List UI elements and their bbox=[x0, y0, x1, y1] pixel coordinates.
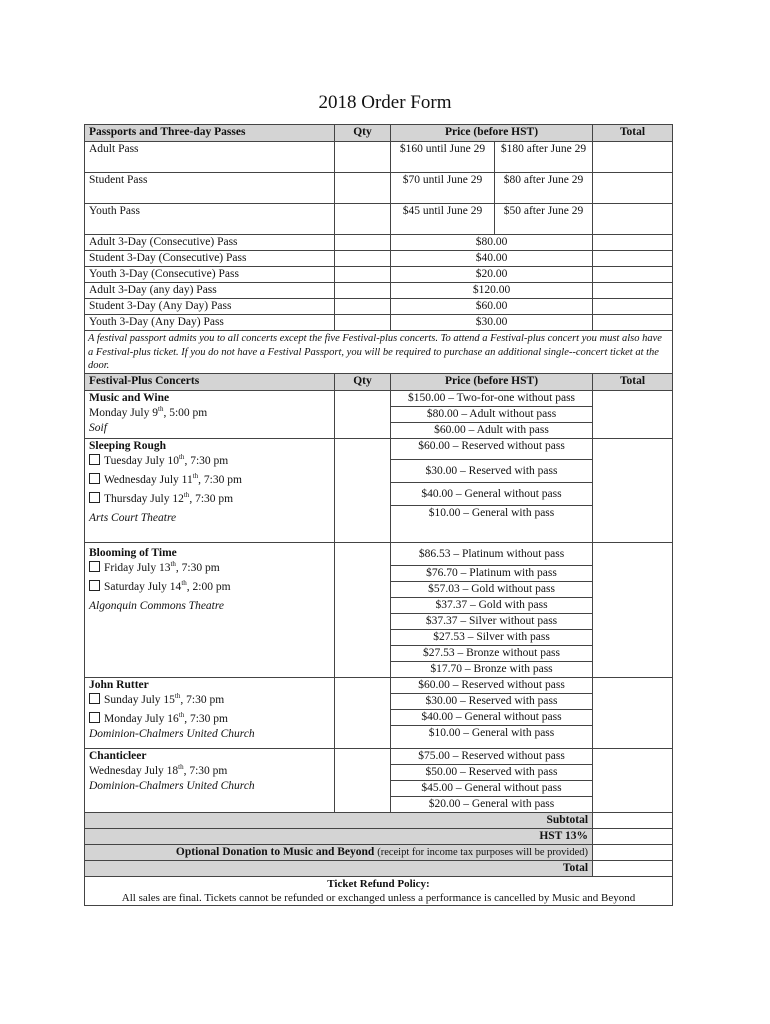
festival-plus-header-row bbox=[85, 373, 673, 390]
subtotal-row bbox=[85, 812, 673, 828]
price-header: Price (before HST) bbox=[391, 125, 593, 142]
pass-name: Student Pass bbox=[85, 173, 335, 204]
total-cell[interactable] bbox=[593, 438, 673, 542]
concert-prices bbox=[391, 748, 593, 812]
pass-price: $80.00 bbox=[391, 235, 593, 251]
qty-cell[interactable] bbox=[335, 173, 391, 204]
total-cell[interactable] bbox=[593, 204, 673, 235]
refund-policy bbox=[85, 876, 673, 905]
price-option: $57.03 – Gold without pass bbox=[391, 582, 592, 598]
qty-cell[interactable] bbox=[335, 390, 391, 438]
total-label: Total bbox=[85, 860, 593, 876]
passport-note: A festival passport admits you to all concerts except the five Festival-plus concerts. To attend a Festival-plus concert you must also have a Festival-plus ticket. If you do not have a Festival Passport, you will be required to purchase an additional single--concert ticket at the door. bbox=[85, 331, 673, 374]
passport-row bbox=[85, 204, 673, 235]
qty-cell[interactable] bbox=[335, 542, 391, 677]
pass-price: $30.00 bbox=[391, 315, 593, 331]
price-option: $50.00 – Reserved with pass bbox=[391, 765, 592, 781]
pass-price: $60.00 bbox=[391, 299, 593, 315]
concert-venue: Arts Court Theatre bbox=[89, 511, 177, 524]
qty-cell[interactable] bbox=[335, 267, 391, 283]
concert-prices bbox=[391, 542, 593, 677]
refund-policy-title: Ticket Refund Policy: bbox=[327, 877, 430, 890]
price-option: $20.00 – General with pass bbox=[428, 797, 555, 810]
concert-prices bbox=[391, 438, 593, 542]
pass-price: $120.00 bbox=[391, 283, 593, 299]
concert-info bbox=[85, 542, 335, 677]
total-cell[interactable] bbox=[593, 251, 673, 267]
pass-price: $40.00 bbox=[391, 251, 593, 267]
passport-row bbox=[85, 299, 673, 315]
pass-price: $20.00 bbox=[391, 267, 593, 283]
checkbox[interactable] bbox=[89, 561, 100, 572]
date-option[interactable]: Saturday July 14th, 2:00 pm bbox=[89, 580, 330, 595]
concert-row bbox=[85, 748, 673, 812]
price-option: $27.53 – Bronze without pass bbox=[391, 646, 592, 662]
concert-info bbox=[85, 438, 335, 542]
concert-name: Chanticleer bbox=[89, 749, 147, 762]
price-option: $60.00 – Reserved without pass bbox=[391, 678, 592, 694]
qty-cell[interactable] bbox=[335, 142, 391, 173]
price-option: $60.00 – Reserved without pass bbox=[391, 439, 592, 460]
passport-row bbox=[85, 267, 673, 283]
qty-cell[interactable] bbox=[335, 235, 391, 251]
early-price: $160 until June 29 bbox=[391, 142, 495, 173]
qty-cell[interactable] bbox=[335, 677, 391, 748]
price-option: $10.00 – General with pass bbox=[428, 726, 555, 739]
late-price: $80 after June 29 bbox=[495, 173, 593, 204]
total-cell[interactable] bbox=[593, 748, 673, 812]
late-price: $180 after June 29 bbox=[495, 142, 593, 173]
subtotal-value[interactable] bbox=[593, 812, 673, 828]
price-option: $27.53 – Silver with pass bbox=[391, 630, 592, 646]
date-option[interactable]: Monday July 16th, 7:30 pm bbox=[89, 712, 330, 727]
total-cell[interactable] bbox=[593, 542, 673, 677]
concert-row bbox=[85, 542, 673, 677]
passport-row bbox=[85, 315, 673, 331]
late-price: $50 after June 29 bbox=[495, 204, 593, 235]
total-cell[interactable] bbox=[593, 299, 673, 315]
total-value[interactable] bbox=[593, 860, 673, 876]
qty-cell[interactable] bbox=[335, 748, 391, 812]
hst-label: HST 13% bbox=[85, 828, 593, 844]
concert-info bbox=[85, 677, 335, 748]
hst-value[interactable] bbox=[593, 828, 673, 844]
passport-note-row bbox=[85, 331, 673, 374]
hst-row bbox=[85, 828, 673, 844]
early-price: $70 until June 29 bbox=[391, 173, 495, 204]
donation-label: Optional Donation to Music and Beyond (receipt for income tax purposes will be provided) bbox=[85, 844, 593, 860]
pass-name: Adult Pass bbox=[85, 142, 335, 173]
price-option: $75.00 – Reserved without pass bbox=[391, 749, 592, 765]
price-option: $76.70 – Platinum with pass bbox=[391, 566, 592, 582]
passport-row bbox=[85, 235, 673, 251]
page-title: 2018 Order Form bbox=[318, 92, 452, 113]
checkbox[interactable] bbox=[89, 693, 100, 704]
concert-name: John Rutter bbox=[89, 678, 149, 691]
price-option: $40.00 – General without pass bbox=[391, 483, 592, 506]
passport-row bbox=[85, 283, 673, 299]
passport-row bbox=[85, 251, 673, 267]
total-cell[interactable] bbox=[593, 677, 673, 748]
price-option: $40.00 – General without pass bbox=[391, 710, 592, 726]
qty-cell[interactable] bbox=[335, 315, 391, 331]
concert-prices bbox=[391, 677, 593, 748]
qty-header: Qty bbox=[335, 373, 391, 390]
total-cell[interactable] bbox=[593, 390, 673, 438]
qty-cell[interactable] bbox=[335, 438, 391, 542]
qty-cell[interactable] bbox=[335, 204, 391, 235]
total-cell[interactable] bbox=[593, 142, 673, 173]
passports-header-row bbox=[85, 125, 673, 142]
concert-venue: Dominion-Chalmers United Church bbox=[89, 727, 255, 740]
pass-name: Youth Pass bbox=[85, 204, 335, 235]
concert-name: Music and Wine bbox=[89, 391, 170, 404]
concert-name: Blooming of Time bbox=[89, 546, 177, 559]
price-option: $37.37 – Silver without pass bbox=[391, 614, 592, 630]
pass-name: Adult 3-Day (any day) Pass bbox=[85, 283, 335, 299]
price-option: $37.37 – Gold with pass bbox=[391, 598, 592, 614]
qty-cell[interactable] bbox=[335, 283, 391, 299]
total-header: Total bbox=[593, 373, 673, 390]
pass-name: Adult 3-Day (Consecutive) Pass bbox=[85, 235, 335, 251]
price-option: $150.00 – Two-for-one without pass bbox=[391, 391, 592, 407]
total-cell[interactable] bbox=[593, 283, 673, 299]
concert-row bbox=[85, 677, 673, 748]
price-option: $45.00 – General without pass bbox=[391, 781, 592, 797]
date-option[interactable]: Thursday July 12th, 7:30 pm bbox=[89, 492, 330, 507]
refund-policy-text: All sales are final. Tickets cannot be refunded or exchanged unless a performance is cancelled by Music and Beyond bbox=[121, 891, 636, 904]
concert-date: Monday July 9th, 5:00 pm bbox=[89, 404, 208, 419]
refund-policy-row bbox=[85, 876, 673, 905]
checkbox[interactable] bbox=[89, 580, 100, 591]
price-option: $80.00 – Adult without pass bbox=[391, 407, 592, 423]
qty-header: Qty bbox=[335, 125, 391, 142]
passport-row bbox=[85, 142, 673, 173]
concert-name: Sleeping Rough bbox=[89, 439, 167, 452]
date-option[interactable]: Wednesday July 11th, 7:30 pm bbox=[89, 473, 330, 488]
concert-info bbox=[85, 390, 335, 438]
total-cell[interactable] bbox=[593, 235, 673, 251]
early-price: $45 until June 29 bbox=[391, 204, 495, 235]
price-option: $10.00 – General with pass bbox=[428, 506, 555, 519]
total-cell[interactable] bbox=[593, 315, 673, 331]
checkbox[interactable] bbox=[89, 473, 100, 484]
total-row bbox=[85, 860, 673, 876]
passports-header-label: Passports and Three-day Passes bbox=[85, 125, 335, 142]
concert-row bbox=[85, 438, 673, 542]
concert-info bbox=[85, 748, 335, 812]
qty-cell[interactable] bbox=[335, 299, 391, 315]
festival-plus-header-label: Festival-Plus Concerts bbox=[85, 373, 335, 390]
order-form-table bbox=[84, 124, 672, 906]
pass-name: Youth 3-Day (Consecutive) Pass bbox=[85, 267, 335, 283]
price-header: Price (before HST) bbox=[391, 373, 593, 390]
price-option: $30.00 – Reserved with pass bbox=[391, 460, 592, 483]
pass-name: Youth 3-Day (Any Day) Pass bbox=[85, 315, 335, 331]
concert-venue: Algonquin Commons Theatre bbox=[89, 599, 225, 612]
passport-row bbox=[85, 173, 673, 204]
concert-venue: Soif bbox=[89, 421, 107, 434]
pass-name: Student 3-Day (Any Day) Pass bbox=[85, 299, 335, 315]
date-option[interactable]: Friday July 13th, 7:30 pm bbox=[89, 561, 330, 576]
concert-venue: Dominion-Chalmers United Church bbox=[89, 779, 255, 792]
price-option: $86.53 – Platinum without pass bbox=[391, 543, 592, 566]
checkbox[interactable] bbox=[89, 492, 100, 503]
checkbox[interactable] bbox=[89, 712, 100, 723]
total-cell[interactable] bbox=[593, 173, 673, 204]
donation-value[interactable] bbox=[593, 844, 673, 860]
concert-date: Wednesday July 18th, 7:30 pm bbox=[89, 762, 228, 777]
price-option: $30.00 – Reserved with pass bbox=[391, 694, 592, 710]
concert-row bbox=[85, 390, 673, 438]
date-option[interactable]: Tuesday July 10th, 7:30 pm bbox=[89, 454, 330, 469]
date-option[interactable]: Sunday July 15th, 7:30 pm bbox=[89, 693, 330, 708]
total-cell[interactable] bbox=[593, 267, 673, 283]
concert-prices bbox=[391, 390, 593, 438]
total-header: Total bbox=[593, 125, 673, 142]
price-option: $60.00 – Adult with pass bbox=[434, 423, 549, 436]
subtotal-label: Subtotal bbox=[85, 812, 593, 828]
donation-row bbox=[85, 844, 673, 860]
pass-name: Student 3-Day (Consecutive) Pass bbox=[85, 251, 335, 267]
checkbox[interactable] bbox=[89, 454, 100, 465]
qty-cell[interactable] bbox=[335, 251, 391, 267]
price-option: $17.70 – Bronze with pass bbox=[430, 662, 553, 675]
